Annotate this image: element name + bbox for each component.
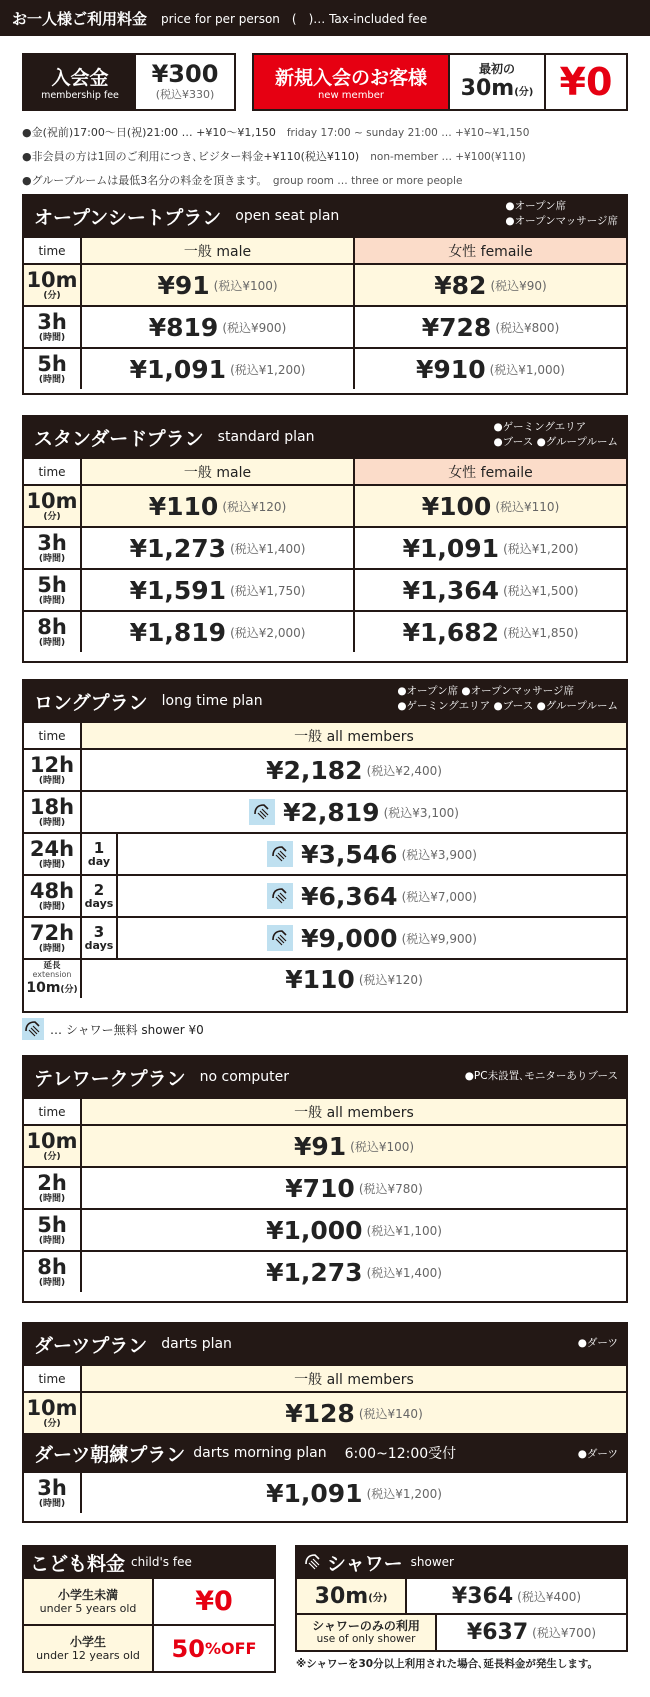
extension-unit: (分) [60,985,78,996]
tax: (税込¥1,400) [366,1265,442,1280]
time-unit: (分) [43,511,61,522]
note-group [22,169,529,193]
price: ¥3,546 [301,839,398,869]
child-row [24,1624,274,1671]
day-text: days [84,939,114,953]
male-tax: (税込¥1,750) [230,583,306,598]
child-row1-value: ¥0 [195,1586,233,1617]
note-weekend-jp: ●金(祝前)17:00〜日(祝)21:00 … +¥10〜¥1,150 [22,126,276,139]
tax: (税込¥1,200) [366,1486,442,1501]
table-row [24,526,626,568]
open-seat-header [24,196,626,236]
child-title: こども料金 [30,1552,126,1575]
extension-price: ¥110 [285,964,355,994]
darts-morning-title: ダーツ朝練プラン [34,1443,186,1466]
male-price: ¥91 [157,270,210,300]
table-row [24,790,626,832]
extension-en: extension [32,969,72,979]
female-price: ¥1,091 [402,533,500,563]
female-tax: (税込¥800) [495,320,560,335]
time-unit: (分) [43,1418,61,1429]
all-members-header: 一般 all members [82,1366,626,1391]
price: ¥1,273 [266,1257,363,1287]
female-header: 女性 femaile [353,238,626,263]
table-row [24,832,626,874]
extension-time: 10m [26,980,61,997]
tax: (税込¥7,000) [401,889,477,904]
male-tax: (税込¥2,000) [230,625,306,640]
shower-row2-en: use of only shower [316,1633,416,1646]
day-number: 2 [93,880,105,899]
note-group-jp: ●グループルームは最低3名分の料金を頂きます。 [22,174,262,187]
shower-row1-price: ¥364 [451,1583,514,1609]
shower-title: シャワー [327,1552,403,1575]
table-header-row [24,236,626,263]
standard-plan [22,415,628,663]
extension-jp: 延長 [43,960,61,971]
price: ¥1,091 [266,1478,363,1508]
tag: ●PC未設置､モニターありブース [464,1070,618,1082]
tax: (税込¥9,900) [401,931,477,946]
telework-header [24,1057,626,1097]
new-member-label-jp: 新規入会のお客様 [274,67,427,89]
shower-row [297,1577,626,1613]
darts-subtitle: darts plan [161,1336,232,1352]
extension-tax: (税込¥120) [358,972,423,987]
time-value: 10m [26,267,78,292]
time-value: 3h [37,309,67,334]
child-row2-off: %OFF [204,1639,257,1658]
table-row [24,263,626,305]
table-header-row [24,1097,626,1124]
membership-fee-box [22,53,236,111]
note-weekend [22,121,529,145]
male-price: ¥110 [148,491,219,521]
table-row [24,305,626,347]
time-value: 24h [29,836,75,861]
membership-tax: (税込¥330) [155,88,215,101]
female-price: ¥910 [416,354,486,384]
extension-row [24,958,626,998]
tag: ●ゲーミングエリア ●ブース ●グループルーム [397,700,618,712]
table-row [24,610,626,652]
price: ¥91 [293,1131,347,1161]
child-row [24,1577,274,1624]
time-unit: (時間) [38,1277,66,1288]
darts-morning-subtitle: darts morning plan [193,1445,327,1461]
darts-header [24,1324,626,1364]
female-price: ¥100 [421,491,492,521]
time-value: 5h [37,572,67,597]
shower-icon [267,841,293,867]
shower-row1-time: 30m [314,1583,369,1609]
tax: (税込¥3,100) [383,805,459,820]
table-row [24,916,626,958]
standard-title: スタンダードプラン [34,427,204,450]
new-member-box [252,53,628,111]
darts-tag: ●ダーツ [577,1337,618,1349]
time-unit: (分) [43,1151,61,1162]
time-header: time [24,1099,82,1124]
time-unit: (時間) [38,332,66,343]
time-value: 8h [37,1254,67,1279]
time-value: 5h [37,351,67,376]
all-members-header: 一般 all members [82,1099,626,1124]
shower-row [297,1613,626,1650]
darts-plan [22,1322,628,1523]
table-header-row [24,1364,626,1391]
shower-free-note [22,1018,204,1040]
time-value: 3h [37,1475,67,1500]
price: ¥1,000 [266,1215,363,1245]
child-row1-jp: 小学生未満 [57,1587,118,1602]
shower-fee [295,1545,628,1652]
tag: ●ブース ●グループルーム [493,436,618,448]
female-tax: (税込¥110) [495,499,560,514]
tag: ●オープン席 ●オープンマッサージ席 [397,685,575,697]
new-member-unit: (分) [514,86,534,98]
long-plan [22,679,628,1013]
table-row [24,1208,626,1250]
time-unit: (時間) [38,595,66,606]
shower-row1-unit: (分) [368,1592,388,1604]
day-number: 1 [93,838,105,857]
time-header: time [24,238,82,263]
shower-free-text: … シャワー無料 shower ¥0 [50,1022,204,1037]
note-weekend-en: friday 17:00 ~ sunday 21:00 … +¥10~¥1,150 [286,127,530,139]
new-member-first: 最初の [478,62,515,77]
darts-morning-header [24,1433,626,1471]
time-unit: (時間) [38,1498,66,1509]
table-row [24,1124,626,1166]
time-unit: (時間) [38,775,66,786]
male-tax: (税込¥1,200) [230,362,306,377]
time-unit: (時間) [38,1235,66,1246]
top-bar [0,0,650,36]
price: ¥2,182 [266,755,363,785]
table-row [24,874,626,916]
male-tax: (税込¥100) [213,278,278,293]
long-tags [397,684,618,714]
female-price: ¥728 [421,312,492,342]
child-row2-en: under 12 years old [36,1649,140,1663]
standard-subtitle: standard plan [217,429,315,445]
long-header [24,681,626,721]
tax: (税込¥100) [350,1139,415,1154]
day-number: 3 [93,922,105,941]
telework-title: テレワークプラン [34,1067,186,1090]
time-value: 10m [26,1128,78,1153]
tax: (税込¥140) [358,1406,423,1421]
tax: (税込¥1,100) [366,1223,442,1238]
female-price: ¥1,682 [402,617,500,647]
table-row [24,347,626,389]
male-header: 一般 male [82,238,353,263]
darts-title: ダーツプラン [34,1334,148,1357]
child-fee [22,1545,276,1673]
darts-morning-tag: ●ダーツ [577,1447,618,1460]
note-visitor-en: non-member … +¥100(¥110) [370,151,526,163]
tag: ●オープンマッサージ席 [505,215,618,227]
shower-subtitle: shower [410,1555,454,1569]
shower-row2-price: ¥637 [466,1620,529,1645]
price: ¥9,000 [301,923,398,953]
day-text: day [87,855,111,869]
new-member-time: 30m [460,75,515,101]
time-unit: (時間) [38,637,66,648]
male-tax: (税込¥900) [222,320,287,335]
time-value: 2h [37,1170,67,1195]
time-header: time [24,723,82,748]
header-title-en: price for per person ( )… Tax-included fee [161,11,428,26]
note-visitor-jp: ●非会員の方は1回のご利用につき､ビジター料金+¥110(税込¥110) [22,150,360,163]
long-subtitle: long time plan [161,693,263,709]
shower-row1-tax: (税込¥400) [517,1589,582,1604]
female-price: ¥1,364 [402,575,500,605]
new-member-price: ¥0 [559,60,613,104]
tax: (税込¥780) [358,1181,423,1196]
female-tax: (税込¥1,500) [503,583,579,598]
female-header: 女性 femaile [353,459,626,484]
tax: (税込¥3,900) [401,847,477,862]
time-value: 48h [29,878,75,903]
table-row [24,1166,626,1208]
darts-morning-hours: 6:00~12:00受付 [344,1446,457,1462]
female-tax: (税込¥90) [490,278,547,293]
shower-note: ※シャワーを30分以上利用された場合､延長料金が発生します。 [296,1658,599,1670]
shower-icon [249,799,275,825]
table-row [24,484,626,526]
price: ¥2,819 [283,797,380,827]
time-value: 18h [29,794,75,819]
table-header-row [24,721,626,748]
child-row2-value: 50 [171,1634,205,1663]
male-header: 一般 male [82,459,353,484]
female-tax: (税込¥1,000) [489,362,565,377]
time-header: time [24,1366,82,1391]
male-tax: (税込¥120) [222,499,287,514]
tag: ●ゲーミングエリア [493,421,587,433]
child-row1-en: under 5 years old [39,1602,137,1616]
note-group-en: group room … three or more people [272,175,463,187]
telework-plan [22,1055,628,1303]
day-text: days [84,897,114,911]
telework-subtitle: no computer [199,1069,290,1085]
open-seat-subtitle: open seat plan [235,208,340,224]
male-price: ¥819 [148,312,219,342]
table-row [24,568,626,610]
time-unit: (分) [43,290,61,301]
header-title-jp: お一人様ご利用料金 [12,9,148,28]
telework-tags [465,1069,618,1084]
shower-icon [303,1552,323,1572]
long-title: ロングプラン [34,691,148,714]
tax: (税込¥2,400) [366,763,442,778]
time-unit: (時間) [38,859,66,870]
time-header: time [24,459,82,484]
table-row [24,1391,626,1433]
table-header-row [24,457,626,484]
female-tax: (税込¥1,850) [503,625,579,640]
time-unit: (時間) [38,553,66,564]
notes [22,121,529,193]
note-visitor [22,145,529,169]
table-row [24,1250,626,1292]
time-value: 72h [29,920,75,945]
male-price: ¥1,091 [129,354,227,384]
female-tax: (税込¥1,200) [503,541,579,556]
time-unit: (時間) [38,943,66,954]
price: ¥128 [285,1398,355,1428]
time-unit: (時間) [38,901,66,912]
time-value: 5h [37,1212,67,1237]
male-tax: (税込¥1,400) [230,541,306,556]
time-value: 10m [26,1395,78,1420]
table-row [24,1471,626,1513]
all-members-header: 一般 all members [82,723,626,748]
male-price: ¥1,819 [129,617,227,647]
shower-icon [267,883,293,909]
child-row2-jp: 小学生 [69,1634,106,1649]
time-value: 10m [26,488,78,513]
time-value: 8h [37,614,67,639]
shower-row2-tax: (税込¥700) [532,1626,597,1640]
open-seat-title: オープンシートプラン [34,206,222,229]
new-member-label-en: new member [317,90,385,101]
time-unit: (時間) [38,817,66,828]
child-subtitle: child's fee [131,1555,192,1569]
standard-tags [493,420,618,450]
open-seat-plan [22,194,628,395]
tag: ●オープン席 [505,200,567,212]
male-price: ¥1,273 [129,533,227,563]
membership-label-en: membership fee [41,90,119,101]
time-value: 12h [29,752,75,777]
time-unit: (時間) [38,374,66,385]
price: ¥6,364 [301,881,398,911]
membership-label-jp: 入会金 [51,67,109,89]
table-row [24,748,626,790]
price: ¥710 [285,1173,355,1203]
shower-icon [22,1018,44,1040]
female-price: ¥82 [434,270,487,300]
shower-row2-jp: シャワーのみの利用 [312,1618,420,1633]
standard-header [24,417,626,457]
membership-price: ¥300 [151,60,219,88]
time-value: 3h [37,530,67,555]
male-price: ¥1,591 [129,575,227,605]
open-seat-tags [505,199,618,229]
shower-icon [267,925,293,951]
time-unit: (時間) [38,1193,66,1204]
